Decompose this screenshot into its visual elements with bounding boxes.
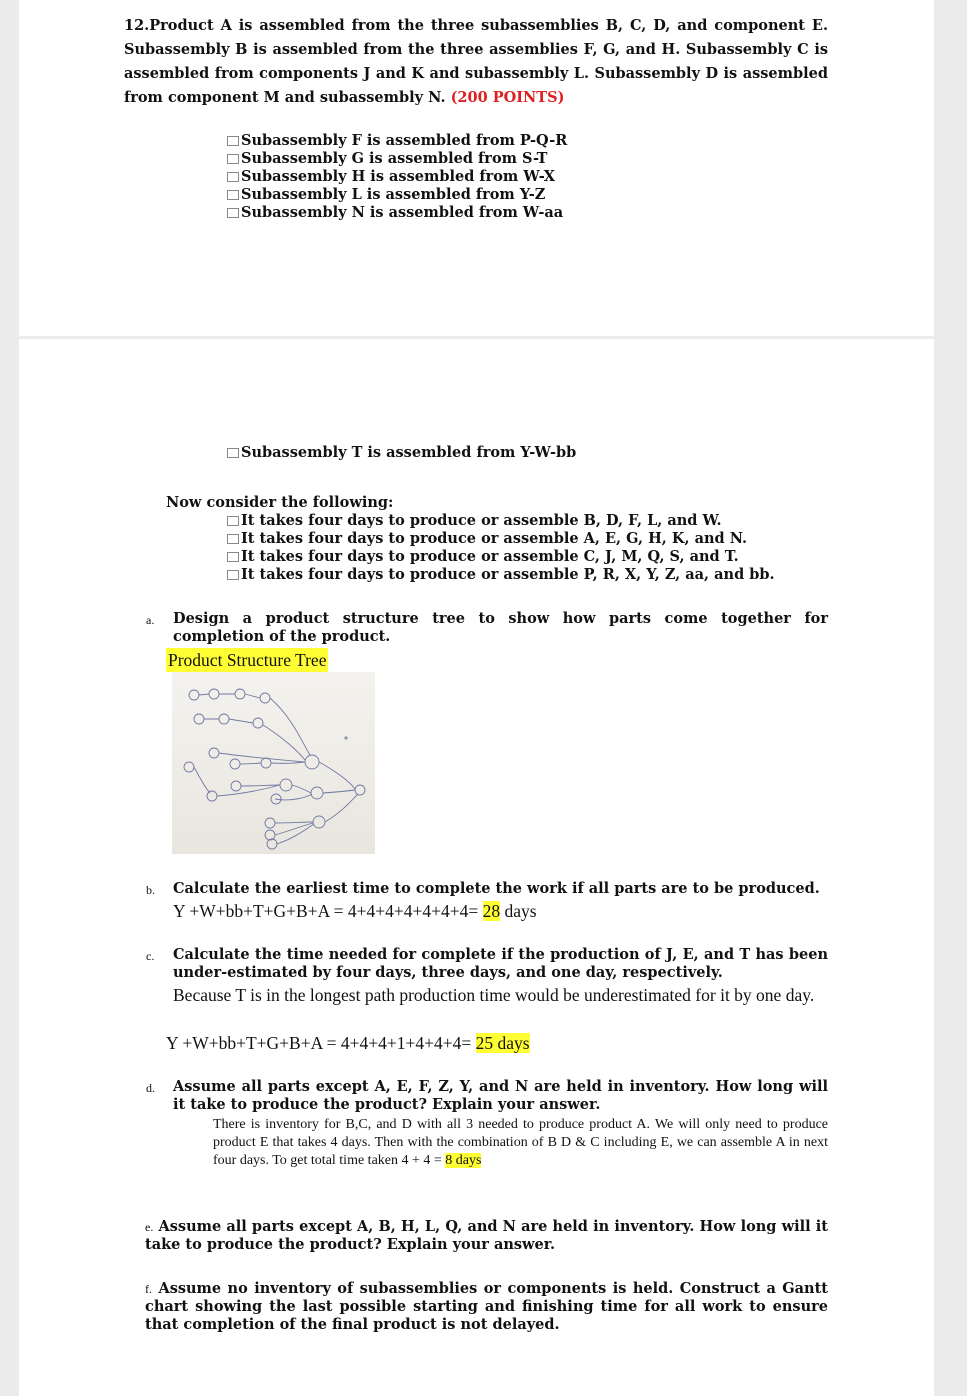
- list-item: It takes four days to produce or assemble A, E, G, H, K, and N.: [227, 530, 827, 548]
- part-c-question: Calculate the time needed for complete if the production of J, E, and T has been under-estimated by four days, three days, and one day, respectively.: [173, 946, 828, 981]
- part-a-label: a.: [146, 613, 155, 627]
- checkbox-icon: [227, 154, 239, 164]
- product-structure-tree-photo: [172, 672, 375, 854]
- checkbox-icon: [227, 516, 239, 526]
- part-d-label: d.: [146, 1081, 155, 1095]
- consider-heading: Now consider the following:: [166, 494, 394, 511]
- part-d-question: Assume all parts except A, E, F, Z, Y, and N are held in inventory. How long will it take to produce the product? Explain your answer.: [173, 1078, 828, 1113]
- question-number: 12.: [124, 17, 150, 34]
- part-a-answer-heading: Product Structure Tree: [168, 650, 327, 670]
- part-e: [145, 1218, 828, 1254]
- question-12: [124, 14, 828, 110]
- part-a-question: Design a product structure tree to show how parts come together for completion of the product.: [173, 610, 828, 645]
- list-item: Subassembly N is assembled from W-aa: [227, 204, 727, 222]
- list-item: It takes four days to produce or assemble P, R, X, Y, Z, aa, and bb.: [227, 566, 827, 584]
- list-item: Subassembly T is assembled from Y-W-bb: [227, 444, 727, 462]
- list-item: Subassembly H is assembled from W-X: [227, 168, 727, 186]
- part-c-answer-value: 25 days: [475, 1033, 530, 1053]
- part-f-label: f.: [145, 1282, 152, 1296]
- part-f: [145, 1280, 828, 1334]
- checkbox-icon: [227, 136, 239, 146]
- part-e-label: e.: [145, 1220, 154, 1234]
- part-c-label: c.: [146, 949, 155, 963]
- list-item: Subassembly L is assembled from Y-Z: [227, 186, 727, 204]
- part-b-answer: [173, 899, 828, 923]
- part-d-answer-text: There is inventory for B,C, and D with all 3 needed to produce product A. We will only need to produce product E that takes 4 days. Then with the combination of B D & C including E, we can assemble A in next four days. To get total time taken 4 + 4 =: [213, 1117, 828, 1168]
- hand-drawn-tree-sketch: [172, 672, 375, 854]
- checkbox-icon: [227, 172, 239, 182]
- part-b-answer-unit: days: [500, 901, 537, 921]
- part-c-answer-line1: Because T is in the longest path production time would be underestimated for it by one day.: [173, 985, 815, 1005]
- part-d-answer-value: 8 days: [445, 1153, 482, 1168]
- part-b-question: Calculate the earliest time to complete the work if all parts are to be produced.: [173, 880, 820, 897]
- part-f-question: Assume no inventory of subassemblies or components is held. Construct a Gantt chart showing the last possible starting and finishing time for all work to ensure that completion of the final product is not delayed.: [145, 1280, 828, 1333]
- part-d-answer: [213, 1116, 828, 1170]
- list-item: Subassembly G is assembled from S-T: [227, 150, 727, 168]
- checkbox-icon: [227, 534, 239, 544]
- checkbox-icon: [227, 570, 239, 580]
- list-item: It takes four days to produce or assemble C, J, M, Q, S, and T.: [227, 548, 827, 566]
- page-1: [19, 0, 934, 336]
- subassembly-list: [227, 132, 727, 222]
- checkbox-icon: [227, 552, 239, 562]
- checkbox-icon: [227, 448, 239, 458]
- list-item: Subassembly F is assembled from P-Q-R: [227, 132, 727, 150]
- question-text: Product A is assembled from the three subassemblies B, C, D, and component E. Subassembly B is assembled from the three assemblies F, G, and H. Subassembly C is assembled from components J and K and subassembly L. Subassembly D is assembled from component M and subassembly N.: [124, 17, 828, 106]
- part-b-answer-expression: Y +W+bb+T+G+B+A = 4+4+4+4+4+4+4=: [173, 901, 483, 921]
- list-item: It takes four days to produce or assemble B, D, F, L, and W.: [227, 512, 827, 530]
- checkbox-icon: [227, 208, 239, 218]
- page-2: [19, 339, 934, 1396]
- checkbox-icon: [227, 190, 239, 200]
- part-b-answer-value: 28: [482, 901, 501, 921]
- part-b-label: b.: [146, 883, 155, 897]
- question-points: (200 POINTS): [450, 89, 565, 106]
- part-c-answer: [166, 1031, 826, 1055]
- consider-list: [227, 512, 827, 584]
- part-e-question: Assume all parts except A, B, H, L, Q, and N are held in inventory. How long will it take to produce the product? Explain your answer.: [145, 1218, 828, 1253]
- part-c-answer-expression: Y +W+bb+T+G+B+A = 4+4+4+1+4+4+4=: [166, 1033, 476, 1053]
